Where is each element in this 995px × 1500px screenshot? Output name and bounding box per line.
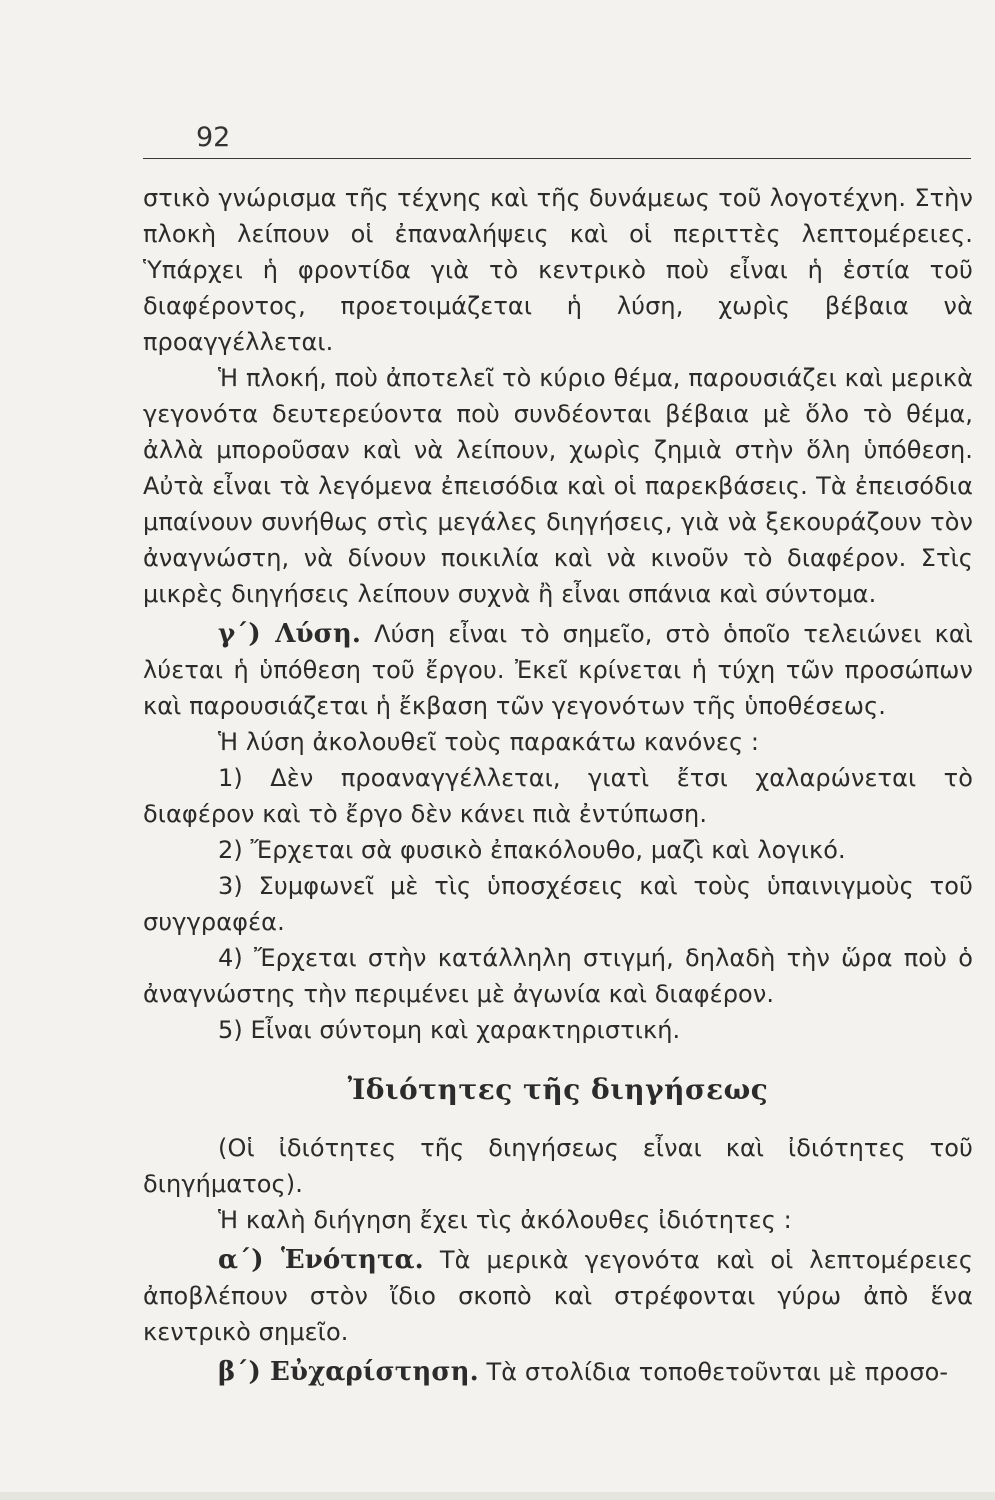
list-item-text: 1) Δὲν προαναγγέλλεται, γιατὶ ἔτσι χαλαρώνεται τὸ διαφέρον καὶ τὸ ἔργο δὲν κάνει πιὰ ἐντύπωση. — [143, 764, 973, 828]
paragraph-properties-intro — [143, 1202, 973, 1238]
paragraph-text: Ἡ πλοκή, ποὺ ἀποτελεῖ τὸ κύριο θέμα, παρουσιάζει καὶ μερικὰ γεγονότα δευτερεύοντα ποὺ συνδέονται βέβαια μὲ ὅλο τὸ θέμα, ἀλλὰ μποροῦσαν καὶ νὰ λείπουν, χωρὶς ζημιὰ στὴν ὅλη ὑπόθεση. Αὐτὰ εἶναι τὰ λεγόμενα ἐπεισόδια καὶ οἱ παρεκβάσεις. Τὰ ἐπεισόδια μπαίνουν συνήθως στὶς μεγάλες διηγήσεις, γιὰ νὰ ξεκουράζουν τὸν ἀναγνώστη, νὰ δίνουν ποικιλία καὶ νὰ κινοῦν τὸ διαφέρον. Στὶς μικρὲς διηγήσεις λείπουν συχνὰ ἢ εἶναι σπάνια καὶ σύντομα. — [143, 364, 973, 608]
paragraph-unity — [143, 1242, 973, 1350]
paragraph-continuation — [143, 180, 973, 360]
list-item-text: 3) Συμφωνεῖ μὲ τὶς ὑποσχέσεις καὶ τοὺς ὑπαινιγμοὺς τοῦ συγγραφέα. — [143, 872, 973, 936]
paragraph-text: (Οἱ ἰδιότητες τῆς διηγήσεως εἶναι καὶ ἰδιότητες τοῦ διηγήματος). — [143, 1134, 973, 1198]
page-bottom-edge — [0, 1492, 995, 1500]
body-text — [143, 180, 973, 1390]
paragraph-plot — [143, 360, 973, 612]
paragraph-pleasure — [143, 1354, 973, 1390]
section-title: Ἰδιότητες τῆς διηγήσεως — [347, 1073, 769, 1106]
paragraph-resolution — [143, 616, 973, 724]
paragraph-text: Λύση εἶναι τὸ σημεῖο, στὸ ὁποῖο τελειώνει καὶ λύεται ἡ ὑπόθεση τοῦ ἔργου. Ἐκεῖ κρίνεται ἡ τύχη τῶν προσώπων καὶ παρουσιάζεται ἡ ἔκβαση τῶν γεγονότων τῆς ὑποθέσεως. — [143, 620, 973, 720]
list-item-text: 5) Εἶναι σύντομη καὶ χαρακτηριστική. — [218, 1016, 681, 1044]
paragraph-note — [143, 1130, 973, 1202]
list-item-rule-2 — [143, 832, 973, 868]
subheading-pleasure: β΄) Εὐχαρίστηση. — [218, 1357, 479, 1387]
list-item-rule-3 — [143, 868, 973, 940]
page-number: 92 — [196, 122, 231, 153]
list-item-text: 4) Ἔρχεται στὴν κατάλληλη στιγμή, δηλαδὴ τὴν ὥρα ποὺ ὁ ἀναγνώστης τὴν περιμένει μὲ ἀγωνία καὶ διαφέρον. — [143, 944, 973, 1008]
paragraph-rules-intro — [143, 724, 973, 760]
list-item-rule-5 — [143, 1012, 973, 1048]
paragraph-text: Ἡ καλὴ διήγηση ἔχει τὶς ἀκόλουθες ἰδιότητες : — [218, 1206, 792, 1234]
paragraph-text: στικὸ γνώρισμα τῆς τέχνης καὶ τῆς δυνάμεως τοῦ λογοτέχνη. Στὴν πλοκὴ λείπουν οἱ ἐπαναλήψεις καὶ οἱ περιττὲς λεπτομέρειες. Ὑπάρχει ἡ φροντίδα γιὰ τὸ κεντρικὸ ποὺ εἶναι ἡ ἑστία τοῦ διαφέροντος, προετοιμάζεται ἡ λύση, χωρὶς βέβαια νὰ προαγγέλλεται. — [143, 184, 973, 356]
list-item-rule-4 — [143, 940, 973, 1012]
header-rule — [143, 158, 971, 159]
subheading-resolution: γ΄) Λύση. — [218, 619, 362, 649]
list-item-rule-1 — [143, 760, 973, 832]
list-item-text: 2) Ἔρχεται σὰ φυσικὸ ἐπακόλουθο, μαζὶ καὶ λογικό. — [218, 836, 846, 864]
paragraph-text: Τὰ μερικὰ γεγονότα καὶ οἱ λεπτομέρειες ἀποβλέπουν στὸν ἴδιο σκοπὸ καὶ στρέφονται γύρω ἀπὸ ἕνα κεντρικὸ σημεῖο. — [143, 1246, 974, 1346]
subheading-unity: α΄) Ἑνότητα. — [218, 1245, 424, 1275]
paragraph-text: Τὰ στολίδια τοποθετοῦνται μὲ προσο- — [486, 1358, 949, 1386]
paragraph-text: Ἡ λύση ἀκολουθεῖ τοὺς παρακάτω κανόνες : — [218, 728, 760, 756]
